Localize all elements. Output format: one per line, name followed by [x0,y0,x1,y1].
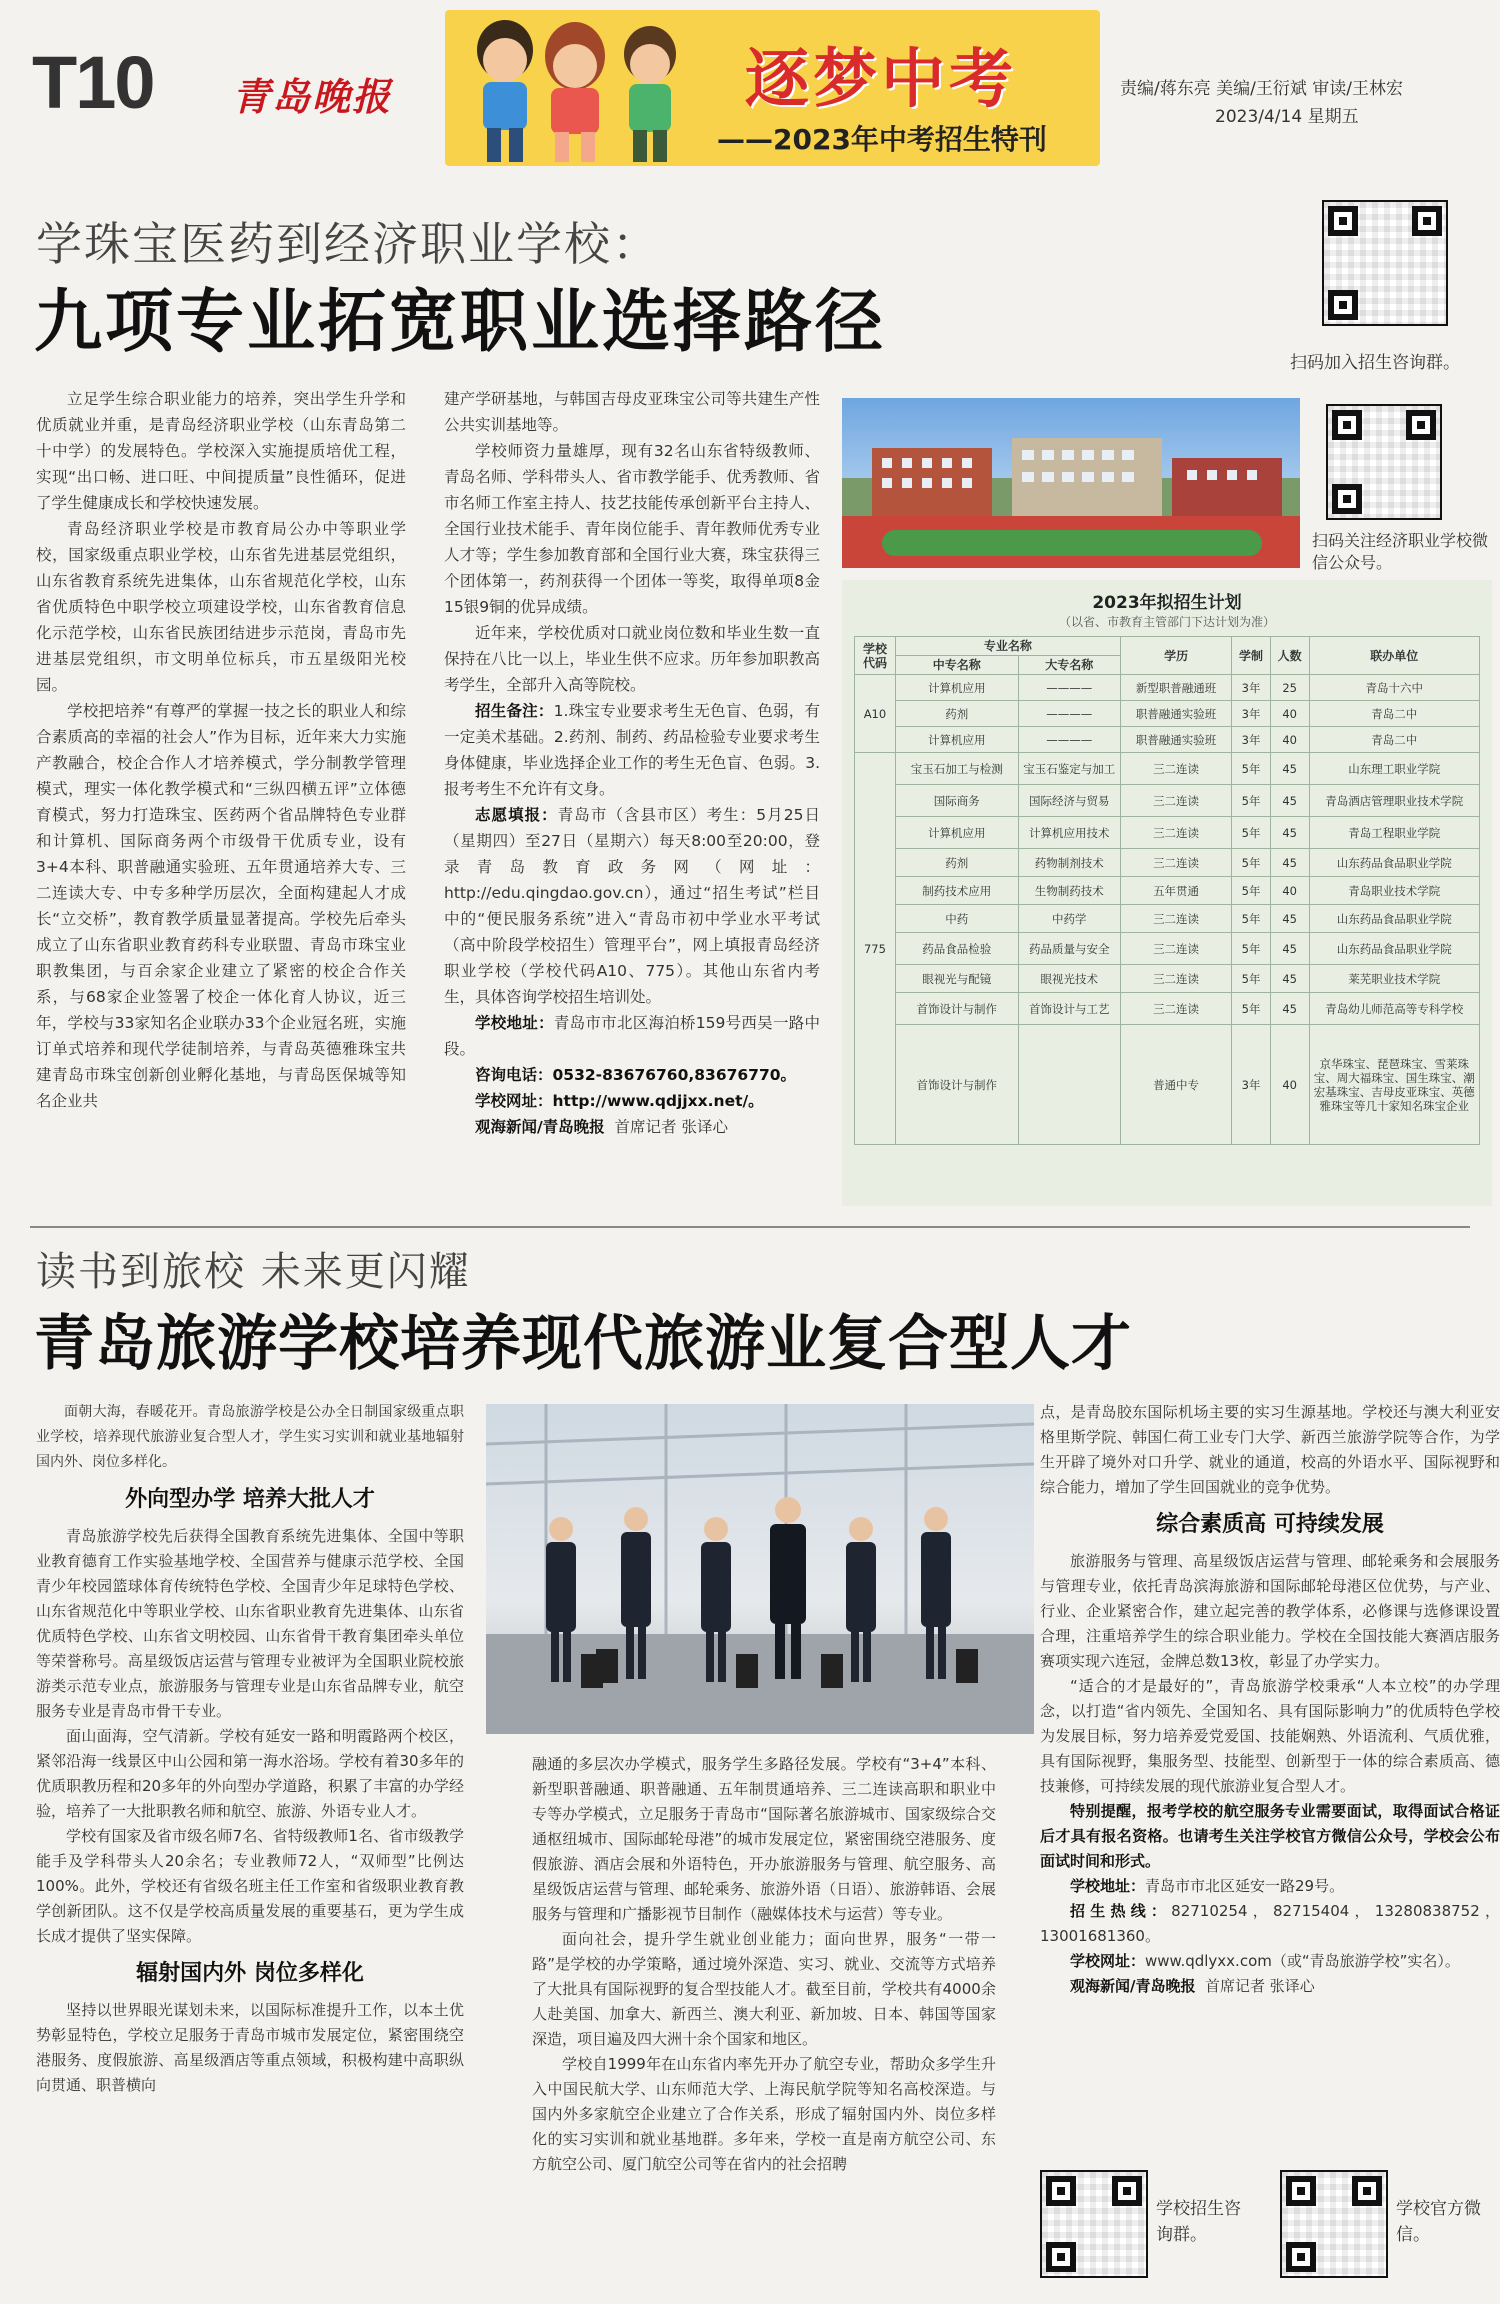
table-cell: 山东药品食品职业学院 [1309,849,1480,877]
subheading: 综合素质高 可持续发展 [1156,1512,1384,1537]
byline [444,1114,820,1140]
note-text[interactable]: www.qdlyxx.com（或“青岛旅游学校”实名）。 [1145,1952,1460,1970]
paragraph: 学校有国家及省市级名师7名、省特级教师1名、省市级教学能手及学科带头人20余名；专业教师72人，“双师型”比例达100%。此外，学校还有省级名班主任工作室和省级职业教育教学创新团队。这不仅是学校高质量发展的重要基石，更为学生成长成才提供了坚实保障。 [36,1827,464,1945]
table-cell: 中药 [895,905,1018,933]
table-cell: 计算机应用 [895,817,1018,849]
byline-author: 首席记者 张译心 [1205,1977,1315,1995]
table-cell: 京华珠宝、琵琶珠宝、雪莱珠宝、周大福珠宝、国生珠宝、潮宏基珠宝、吉母皮亚珠宝、英德雅珠宝等几十家知名珠宝企业 [1309,1025,1480,1145]
table-row [855,933,1480,965]
paragraph: 立足学生综合职业能力的培养，突出学生升学和优质就业并重，是青岛经济职业学校（山东青岛第二十中学）的发展特色。学校深入实施提质培优工程，实现“出口畅、进口旺、中间提质量”良性循环，促进了学生健康成长和学校快速发展。 [36,390,406,512]
table-cell: 计算机应用 [895,675,1018,701]
table-cell: ———— [1018,675,1120,701]
table-cell: 职普融通实验班 [1120,727,1231,753]
table-cell: 40 [1270,727,1309,753]
section-divider [30,1226,1470,1228]
table-row [855,753,1480,785]
campus-photo [842,398,1300,568]
table-cell: 三二连读 [1120,965,1231,993]
table-cell: 山东理工职业学院 [1309,753,1480,785]
table-cell: 药物制剂技术 [1018,849,1120,877]
table-cell: 五年贯通 [1120,877,1231,905]
byline-author: 首席记者 张译心 [614,1118,728,1136]
note-label: 咨询电话： [475,1066,553,1084]
table-cell: 宝玉石鉴定与加工 [1018,753,1120,785]
school-address [444,1010,820,1062]
special-issue-banner [445,10,1100,166]
table-cell: 5年 [1232,905,1271,933]
article1-headline: 九项专业拓宽职业选择路径 [34,283,887,362]
note-label: 学校地址： [475,1014,554,1032]
table-cell: 青岛工程职业学院 [1309,817,1480,849]
table-cell: 40 [1270,701,1309,727]
paragraph: 旅游服务与管理、高星级饭店运营与管理、邮轮乘务和会展服务与管理专业，依托青岛滨海旅游和国际邮轮母港区位优势，与产业、行业、企业紧密合作，建立起完善的教学体系，必修课与选修课设置合理，注重培养学生的综合职业能力。学校在全国技能大赛酒店服务赛项实现六连冠，金牌总数13枚，彰显了办学实力。 [1040,1552,1500,1670]
table-cell: 眼视光与配镜 [895,965,1018,993]
table-row [855,675,1480,701]
table-row [855,993,1480,1025]
table-row [855,965,1480,993]
table-cell: 45 [1270,817,1309,849]
table-cell: 首饰设计与制作 [895,993,1018,1025]
col-header-code: 学校代码 [855,637,896,675]
notice-label: 特别提醒， [1070,1802,1147,1820]
table-cell: 山东药品食品职业学院 [1309,905,1480,933]
table-cell: 首饰设计与制作 [895,1025,1018,1145]
table-row [855,727,1480,753]
table-cell: 青岛职业技术学院 [1309,877,1480,905]
table-cell: 山东药品食品职业学院 [1309,933,1480,965]
table-cell: 青岛二中 [1309,727,1480,753]
table-cell: 三二连读 [1120,993,1231,1025]
table-cell: 制药技术应用 [895,877,1018,905]
article2-column-3 [1040,1400,1500,1999]
col-header-partner: 联办单位 [1309,637,1480,675]
paragraph: 学校把培养“有尊严的掌握一技之长的职业人和综合素质高的幸福的社会人”作为目标，近年来大力实施产教融合，校企合作人才培养模式，学分制教学管理模式，理实一体化教学模式和“三纵四横五评”立体德育模式，努力打造珠宝、医药两个省品牌特色专业群和计算机、国际商务两个市级骨干优质专业，设有3+4本科、职普融通实验班、五年贯通培养大专、三二连读大专、中专多种学历层次，全面构建起人才成长“立交桥”，教育教学质量显著提高。学校先后牵头成立了山东省职业教育药科专业联盟、青岛市珠宝业职教集团，与百余家企业建立了紧密的校企合作关系，与68家企业签署了校企一体化育人协议，近三年，学校与33家知名企业联办33个企业冠名班，实施订单式培养和现代学徒制培养，与青岛英德雅珠宝共建青岛市珠宝创新创业孵化基地，与青岛医保城等知名企业共 [36,702,406,1110]
table-cell: ———— [1018,727,1120,753]
table-cell: 眼视光技术 [1018,965,1120,993]
table-cell: 5年 [1232,849,1271,877]
table-row [855,701,1480,727]
col-header-major: 专业名称 [895,637,1120,656]
paragraph: “适合的才是最好的”，青岛旅游学校秉承“人本立校”的办学理念，以打造“省内领先、全国知名、具有国际影响力”的优质特色学校为发展目标，努力培养爱党爱国、技能娴熟、外语流利、气质优雅，具有国际视野，集服务型、技能型、创新型于一体的综合素质高、德技兼修，可持续发展的现代旅游业复合型人才。 [1040,1677,1500,1795]
admission-note [444,698,820,802]
table-cell: 三二连读 [1120,849,1231,877]
paragraph: 学校师资力量雄厚，现有32名山东省特级教师、青岛名师、学科带头人、省市教学能手、优秀教师、省市名师工作室主持人、技艺技能传承创新平台主持人、全国行业技术能手、青年岗位能手、青年教师优秀专业人才等；学生参加教育部和全国行业大赛，珠宝获得三个团体第一，药剂获得一个团体一等奖，取得单项8金15银9铜的优异成绩。 [444,442,820,616]
table-cell: 45 [1270,993,1309,1025]
qr-code-official-wechat[interactable] [1280,2170,1388,2278]
table-cell: 三二连读 [1120,753,1231,785]
page-number: T10 [32,41,154,124]
table-cell: 775 [855,753,896,1145]
paragraph: 面山面海，空气清新。学校有延安一路和明霞路两个校区，紧邻沿海一线景区中山公园和第一海水浴场。学校有着30多年的优质职教历程和20多年的外向型办学道路，积累了丰富的办学经验，培养了一大批职教名师和航空、旅游、外语专业人才。 [36,1727,464,1820]
table-cell: 青岛二中 [1309,701,1480,727]
note-text: 青岛市市北区海泊桥159号西吴一路中段。 [444,1014,820,1058]
school-website [1040,1949,1500,1974]
note-label[interactable]: 学校网址： [475,1092,553,1110]
article1-column-2 [444,386,820,1140]
table-cell: 药剂 [895,849,1018,877]
table-cell: 药剂 [895,701,1018,727]
note-text: 青岛市（含县市区）考生：5月25日（星期四）至27日（星期六）每天8:00至20:00，登录青岛教育政务网（网址：http://edu.qingdao.gov.cn），通过“招生考试”栏目中的“便民服务系统”进入“青岛市初中学业水平考试（高中阶段学校招生）管理平台”，网上填报青岛经济职业学校（学校代码A10、775）。其他山东省内考生，具体咨询学校招生培训处。 [444,806,820,1006]
note-label: 学校地址： [1070,1877,1146,1895]
qr3-caption: 学校招生咨询群。 [1156,2199,1241,2245]
qr1-caption: 扫码加入招生咨询群。 [1290,353,1460,373]
paragraph: 坚持以世界眼光谋划未来，以国际标准提升工作，以本土优势彰显特色，学校立足服务于青岛市城市发展定位，紧密围绕空港服务、度假旅游、高星级酒店等重点领域，积极构建中高职纵向贯通、职普横向 [36,2001,464,2094]
special-notice [1040,1799,1500,1874]
table-cell: 三二连读 [1120,905,1231,933]
banner-title: 逐梦中考 [745,43,1017,117]
table-cell: 莱芜职业技术学院 [1309,965,1480,993]
table-cell: 3年 [1232,701,1271,727]
table-cell: 45 [1270,933,1309,965]
table-cell: 国际经济与贸易 [1018,785,1120,817]
paragraph: 点，是青岛胶东国际机场主要的实习生源基地。学校还与澳大利亚安格里斯学院、韩国仁荷工业专门大学、新西兰旅游学院等合作，为学生开辟了境外对口升学、就业的通道，校高的外语水平、国际视野和综合能力，增加了学生回国就业的竞争优势。 [1040,1403,1500,1496]
paragraph: 青岛经济职业学校是市教育局公办中等职业学校，国家级重点职业学校，山东省先进基层党组织，山东省教育系统先进集体，山东省规范化学校，山东省优质特色中职学校立项建设学校，山东省教育信息化示范学校，山东省民族团结进步示范岗，青岛市先进基层党组织，市文明单位标兵，市五星级阳光校园。 [36,520,406,694]
paragraph: 近年来，学校优质对口就业岗位数和毕业生数一直保持在八比一以上，毕业生供不应求。历年参加职教高考学生，全部升入高等院校。 [444,624,820,694]
banner-illustration [445,10,695,166]
col-header-degree: 学历 [1120,637,1231,675]
table-title: 2023年拟招生计划 [1092,593,1242,613]
note-text[interactable]: http://www.qdjjxx.net/。 [552,1092,764,1110]
qr-code-admission-group[interactable] [1040,2170,1148,2278]
article1-column-1 [36,386,406,1114]
issue-date: 2023/4/14 星期五 [1215,107,1359,127]
table-row [855,905,1480,933]
lead-paragraph: 面朝大海，春暖花开。青岛旅游学校是公办全日制国家级重点职业学校，培养现代旅游业复合型人才，学生实习实训和就业基地辐射国内外、岗位多样化。 [36,1404,464,1470]
qr2-caption: 扫码关注经济职业学校微信公众号。 [1312,531,1489,572]
byline-source: 观海新闻/青岛晚报 [1070,1977,1196,1995]
table-cell: 5年 [1232,933,1271,965]
subheading: 外向型办学 培养大批人才 [125,1487,375,1512]
table-cell: 5年 [1232,993,1271,1025]
table-cell: 5年 [1232,785,1271,817]
qr4-caption: 学校官方微信。 [1396,2199,1481,2245]
table-cell: 5年 [1232,753,1271,785]
table-cell: 青岛幼儿师范高等专科学校 [1309,993,1480,1025]
notice-text: 报考学校的航空服务专业需要面试，取得面试合格证后才具有报名资格。也请考生关注学校官方微信公众号，学校会公布面试时间和形式。 [1040,1802,1500,1870]
flight-crew-photo [486,1404,1034,1734]
table-cell: 45 [1270,785,1309,817]
table-cell: 3年 [1232,727,1271,753]
school-website [444,1088,820,1114]
subheading: 辐射国内外 岗位多样化 [136,1961,364,1986]
table-cell: 首饰设计与工艺 [1018,993,1120,1025]
qr-code-wechat-account[interactable] [1326,404,1442,520]
note-text: 青岛市市北区延安一路29号。 [1145,1877,1345,1895]
table-cell: 新型职普融通班 [1120,675,1231,701]
table-cell: A10 [855,675,896,753]
table-cell: 3年 [1232,1025,1271,1145]
byline-source: 观海新闻/青岛晚报 [475,1118,605,1136]
table-subtitle: （以省、市教育主管部门下达计划为准） [1058,615,1275,629]
table-cell: 职普融通实验班 [1120,701,1231,727]
table-cell: 三二连读 [1120,933,1231,965]
paragraph: 青岛旅游学校先后获得全国教育系统先进集体、全国中等职业教育德育工作实验基地学校、全国营养与健康示范学校、全国青少年校园篮球体育传统特色学校、全国青少年足球特色学校、山东省规范化中等职业学校、山东省职业教育先进集体、山东省优质特色学校、山东省文明校园、山东省骨干教育集团牵头单位等荣誉称号。高星级饭店运营与管理专业被评为全国职业院校旅游类示范专业点，旅游服务与管理专业是山东省品牌专业，航空服务专业是青岛市骨干专业。 [36,1527,464,1720]
article2-column-2 [532,1752,996,2177]
note-label[interactable]: 学校网址： [1070,1952,1146,1970]
qr-code-consult-group[interactable] [1322,200,1448,326]
table-cell: 国际商务 [895,785,1018,817]
table-cell: 三二连读 [1120,785,1231,817]
application-note [444,802,820,1010]
table-row [855,817,1480,849]
table-cell: 5年 [1232,965,1271,993]
paragraph: 面向社会，提升学生就业创业能力；面向世界，服务“一带一路”是学校的办学策略，通过境外深造、实习、就业、交流等方式培养了大批具有国际视野的复合型技能人才。截至目前，学校共有4000余人赴美国、加拿大、新西兰、澳大利亚、新加坡、日本、韩国等国家深造，项目遍及四大洲十余个国家和地区。 [532,1930,996,2048]
paragraph: 融通的多层次办学模式，服务学生多路径发展。学校有“3+4”本科、新型职普融通、职普融通、五年制贯通培养、三二连读高职和职业中专等办学模式，立足服务于青岛市“国际著名旅游城市、国家级综合交通枢纽城市、国际邮轮母港”的城市发展定位，紧密围绕空港服务、度假旅游、酒店会展和外语特色，开办旅游服务与管理、航空服务、高星级饭店运营与管理、邮轮乘务、旅游外语（日语）、旅游韩语、会展服务与管理和广播影视节目制作（融媒体技术与运营）等专业。 [532,1755,996,1923]
admission-hotline [1040,1899,1500,1949]
table-cell [1018,1025,1120,1145]
table-row [855,877,1480,905]
paragraph: 学校自1999年在山东省内率先开办了航空专业，帮助众多学生升入中国民航大学、山东师范大学、上海民航学院等知名高校深造。与国内外多家航空企业建立了合作关系，形成了辐射国内外、岗位多样化的实习实训和就业基地群。多年来，学校一直是南方航空公司、东方航空公司、厦门航空公司等在省内的社会招聘 [532,2055,996,2173]
table-row [855,1025,1480,1145]
table-cell: 普通中专 [1120,1025,1231,1145]
table-cell: 药品质量与安全 [1018,933,1120,965]
table-cell: ———— [1018,701,1120,727]
table-cell: 中药学 [1018,905,1120,933]
article2-headline: 青岛旅游学校培养现代旅游业复合型人才 [34,1309,1132,1379]
table-cell: 45 [1270,753,1309,785]
table-cell: 45 [1270,849,1309,877]
table-row [855,785,1480,817]
table-cell: 青岛酒店管理职业技术学院 [1309,785,1480,817]
school-address [1040,1874,1500,1899]
article1-kicker: 学珠宝医药到经济职业学校： [36,217,660,271]
table-cell: 40 [1270,1025,1309,1145]
table-cell: 5年 [1232,817,1271,849]
article2-column-1 [36,1400,464,2098]
table-cell: 药品食品检验 [895,933,1018,965]
paragraph: 建产学研基地，与韩国吉母皮亚珠宝公司等共建生产性公共实训基地等。 [444,390,820,434]
enrollment-plan-panel [842,580,1492,1206]
article2-kicker: 读书到旅校 未来更闪耀 [36,1249,471,1295]
note-text: 0532-83676760,83676770。 [552,1066,797,1084]
banner-subtitle: ——2023年中考招生特刊 [717,123,1047,156]
table-cell: 生物制药技术 [1018,877,1120,905]
col-header-years: 学制 [1232,637,1271,675]
byline [1040,1974,1500,1999]
note-label: 招生备注： [475,702,554,720]
table-cell: 计算机应用技术 [1018,817,1120,849]
table-cell: 45 [1270,905,1309,933]
editor-credits: 责编/蒋东亮 美编/王衍斌 审读/王林宏 [1120,79,1403,99]
table-cell: 5年 [1232,877,1271,905]
note-label: 志愿填报： [475,806,558,824]
col-header-college-major: 大专名称 [1018,656,1120,675]
col-header-secondary-major: 中专名称 [895,656,1018,675]
table-cell: 三二连读 [1120,817,1231,849]
table-cell: 45 [1270,965,1309,993]
table-cell: 3年 [1232,675,1271,701]
table-cell: 40 [1270,877,1309,905]
newspaper-logo: 青岛晚报 [232,74,393,119]
table-cell: 25 [1270,675,1309,701]
note-text: 1.珠宝专业要求考生无色盲、色弱，有一定美术基础。2.药剂、制药、药品检验专业要求考生身体健康，毕业选择企业工作的考生无色盲、色弱。3.报考考生不允许有文身。 [444,702,820,798]
table-cell: 宝玉石加工与检测 [895,753,1018,785]
enrollment-plan-table [854,636,1480,1145]
school-phone [444,1062,820,1088]
table-row [855,849,1480,877]
page-header [0,0,1500,170]
note-text: 82710254，82715404，13280838752，13001681360。 [1040,1902,1500,1945]
table-cell: 青岛十六中 [1309,675,1480,701]
col-header-quota: 人数 [1270,637,1309,675]
note-label: 招生热线： [1070,1902,1172,1920]
table-cell: 计算机应用 [895,727,1018,753]
